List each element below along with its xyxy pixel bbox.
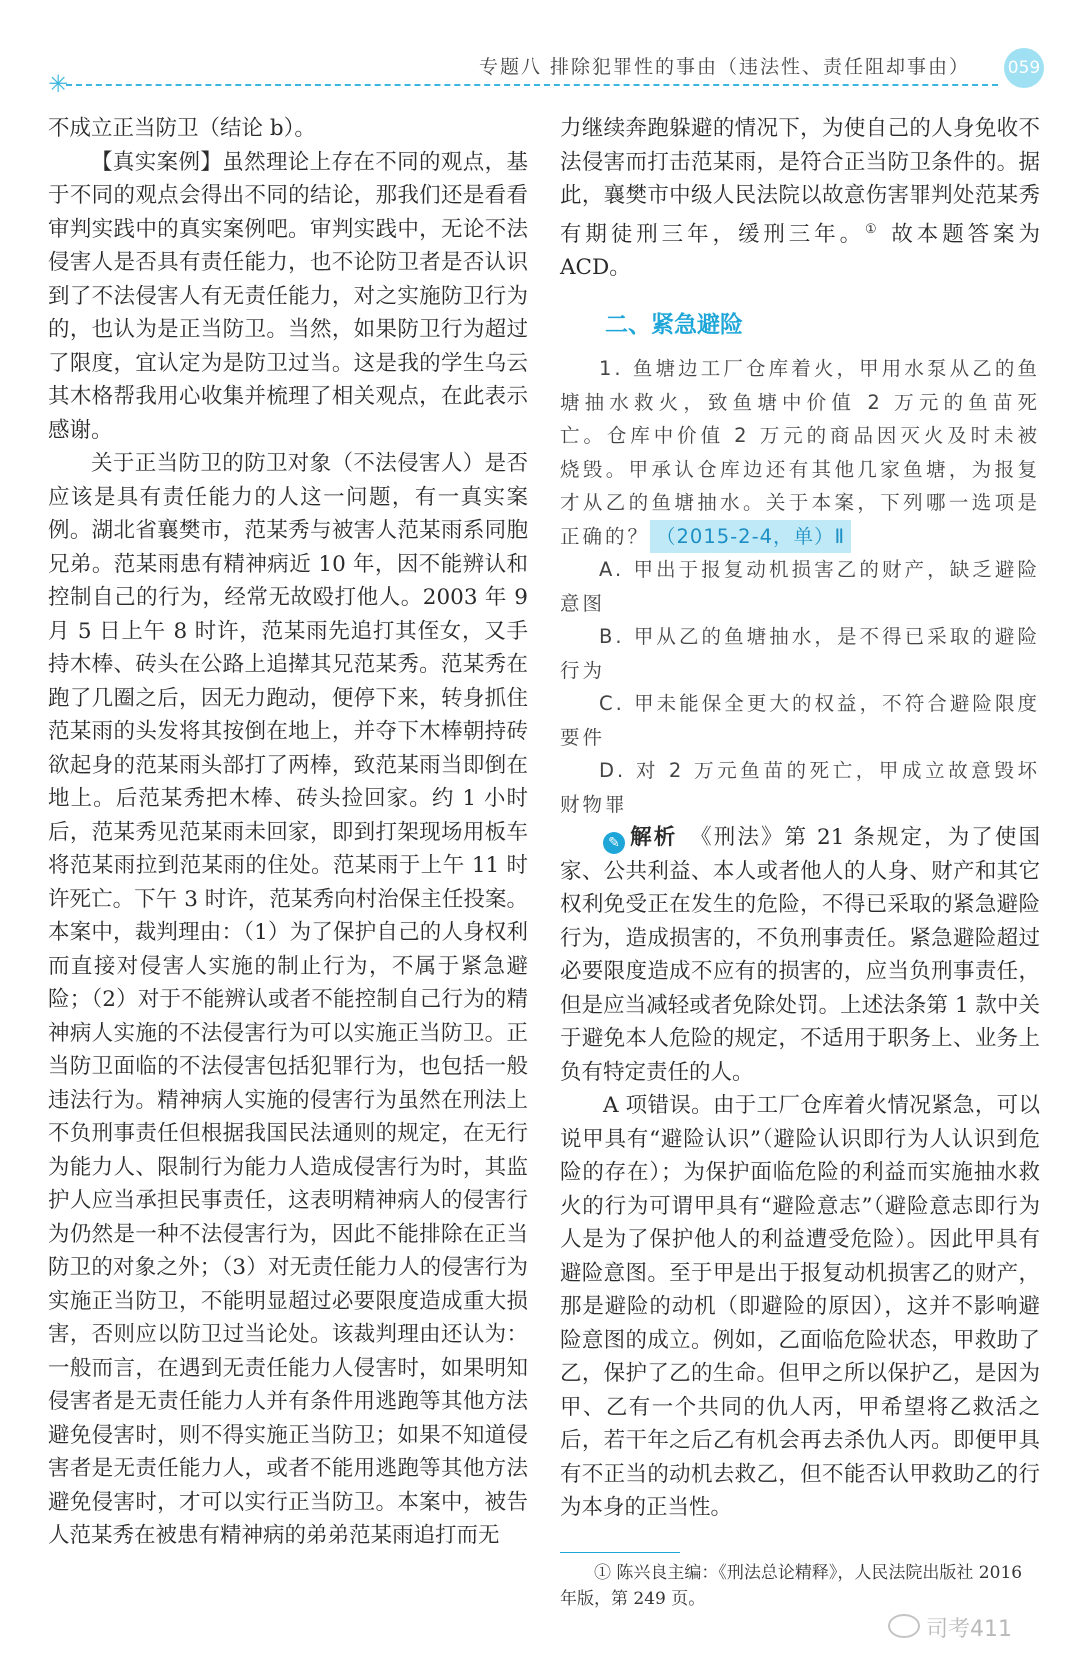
question-text: 1. 鱼塘边工厂仓库着火，甲用水泵从乙的鱼塘抽水救火，致鱼塘中价值 2 万元的鱼苗死亡。仓库中价值 2 万元的商品因灭火及时未被烧毁。甲承认仓库边还有其他几家鱼塘，为报复才从乙的鱼塘抽水。关于本案，下列哪一选项是正确的？ — [560, 357, 1040, 548]
star-icon: ✳ — [48, 70, 69, 98]
header-dashed-rule — [66, 84, 998, 86]
analysis-a: A 项错误。由于工厂仓库着火情况紧急，可以说甲具有“避险认识”（避险认识即行为人认识到危险的存在）；为保护面临危险的利益而实施抽水救火的行为可谓甲具有“避险意志”（避险意志即行为人是为了保护他人的利益遭受危险）。因此甲具有避险意图。至于甲是出于报复动机损害乙的财产，那是避险的动机（即避险的原因），这并不影响避险意图的成立。例如，乙面临危险状态，甲救助了乙，保护了乙的生命。但甲之所以保护乙，是因为甲、乙有一个共同的仇人丙，甲希望将乙救活之后，若干年之后乙有机会再去杀仇人丙。即便甲具有不正当的动机去救乙，但不能否认甲救助乙的行为本身的正当性。 — [560, 1093, 1040, 1521]
watermark-text: 司考411 — [926, 1617, 1012, 1642]
left-column — [48, 112, 528, 1553]
question-stem — [560, 352, 1040, 553]
option-c: C. 甲未能保全更大的权益，不符合避险限度要件 — [560, 692, 1040, 749]
footnote-rule — [560, 1552, 680, 1553]
analysis-label: 解析 — [628, 825, 678, 851]
analysis-icon: ✎ — [603, 832, 625, 854]
chapter-title: 专题八 排除犯罪性的事由（违法性、责任阻却事由） — [478, 56, 970, 78]
analysis-paragraph — [560, 821, 1040, 1089]
option-a: A. 甲出于报复动机损害乙的财产，缺乏避险意图 — [560, 558, 1040, 615]
watermark — [888, 1612, 1012, 1643]
analysis-text: 《刑法》第 21 条规定，为了使国家、公共利益、本人或者他人的人身、财产和其它权利免受正在发生的危险，不得已采取的紧急避险行为，造成损害的，不负刑事责任。紧急避险超过必要限度造成不应有的损害的，应当负刑事责任，但是应当减轻或者免除处罚。上述法条第 1 款中关于避免本人危险的规定，不适用于职务上、业务上负有特定责任的人。 — [560, 825, 1040, 1085]
option-b: B. 甲从乙的鱼塘抽水，是不得已采取的避险行为 — [560, 625, 1040, 682]
paragraph: 不成立正当防卫（结论 b）。 — [48, 116, 316, 141]
question-tag: （2015-2-4，单）Ⅱ — [650, 520, 851, 554]
page-header — [0, 0, 1080, 110]
footnote: ① 陈兴良主编：《刑法总论精释》，人民法院出版社 2016 年版，第 249 页。 — [560, 1563, 1023, 1609]
paragraph: 关于正当防卫的防卫对象（不法侵害人）是否应该是具有责任能力的人这一问题，有一真实案例。湖北省襄樊市，范某秀与被害人范某雨系同胞兄弟。范某雨患有精神病近 10 年，因不能辨认和控制自己的行为，经常无故殴打他人。2003 年 9 月 5 日上午 8 时许，范某雨先追打其侄女，又手持木棒、砖头在公路上追撵其兄范某秀。范某秀在跑了几圈之后，因无力跑动，便停下来，转身抓住范某雨的头发将其按倒在地上，并夺下木棒朝持砖欲起身的范某雨头部打了两棒，致范某雨当即倒在地上。后范某秀把木棒、砖头捡回家。约 1 小时后，范某秀见范某雨未回家，即到打架现场用板车将范某雨拉到范某雨的住处。范某雨于上午 11 时许死亡。下午 3 时许，范某秀向村治保主任投案。本案中，裁判理由：（1）为了保护自己的人身权利而直接对侵害人实施的制止行为，不属于紧急避险；（2）对于不能辨认或者不能控制自己行为的精神病人实施的不法侵害行为可以实施正当防卫。正当防卫面临的不法侵害包括犯罪行为，也包括一般违法行为。精神病人实施的侵害行为虽然在刑法上不负刑事责任但根据我国民法通则的规定，在无行为能力人、限制行为能力人造成侵害行为时，其监护人应当承担民事责任，这表明精神病人的侵害行为仍然是一种不法侵害行为，因此不能排除在正当防卫的对象之外；（3）对无责任能力人的侵害行为实施正当防卫，不能明显超过必要限度造成重大损害，否则应以防卫过当论处。该裁判理由还认为：一般而言，在遇到无责任能力人侵害时，如果明知侵害者是无责任能力人并有条件用逃跑等其他方法避免侵害时，则不得实施正当防卫；如果不知道侵害者是无责任能力人，或者不能用逃跑等其他方法避免侵害时，才可以实行正当防卫。本案中，被告人范某秀在被患有精神病的弟弟范某雨追打而无 — [48, 451, 528, 1548]
section-title: 二、紧急避险 — [605, 311, 743, 338]
footnote-ref: ① — [865, 221, 881, 237]
paragraph: 【真实案例】虽然理论上存在不同的观点，基于不同的观点会得出不同的结论，那我们还是看看审判实践中的真实案例吧。审判实践中，无论不法侵害人是否具有责任能力，也不论防卫者是否认识到了不法侵害人有无责任能力，对之实施防卫行为的，也认为是正当防卫。当然，如果防卫行为超过了限度，宜认定为是防卫过当。这是我的学生乌云其木格帮我用心收集并梳理了相关观点，在此表示感谢。 — [48, 149, 528, 443]
continuation-text: 力继续奔跑躲避的情况下，为使自己的人身免收不法侵害而打击范某雨，是符合正当防卫条件的。据此，襄樊市中级人民法院以故意伤害罪判处范某秀有期徒刑三年，缓刑三年。 — [560, 116, 1040, 247]
right-column — [560, 112, 1040, 1525]
page-number: 059 — [1004, 48, 1044, 88]
answer-text: 故本题答案为 ACD。 — [560, 221, 1040, 281]
option-d: D. 对 2 万元鱼苗的死亡，甲成立故意毁坏财物罪 — [560, 759, 1040, 816]
wechat-icon — [888, 1614, 920, 1638]
paragraph — [560, 112, 1040, 285]
